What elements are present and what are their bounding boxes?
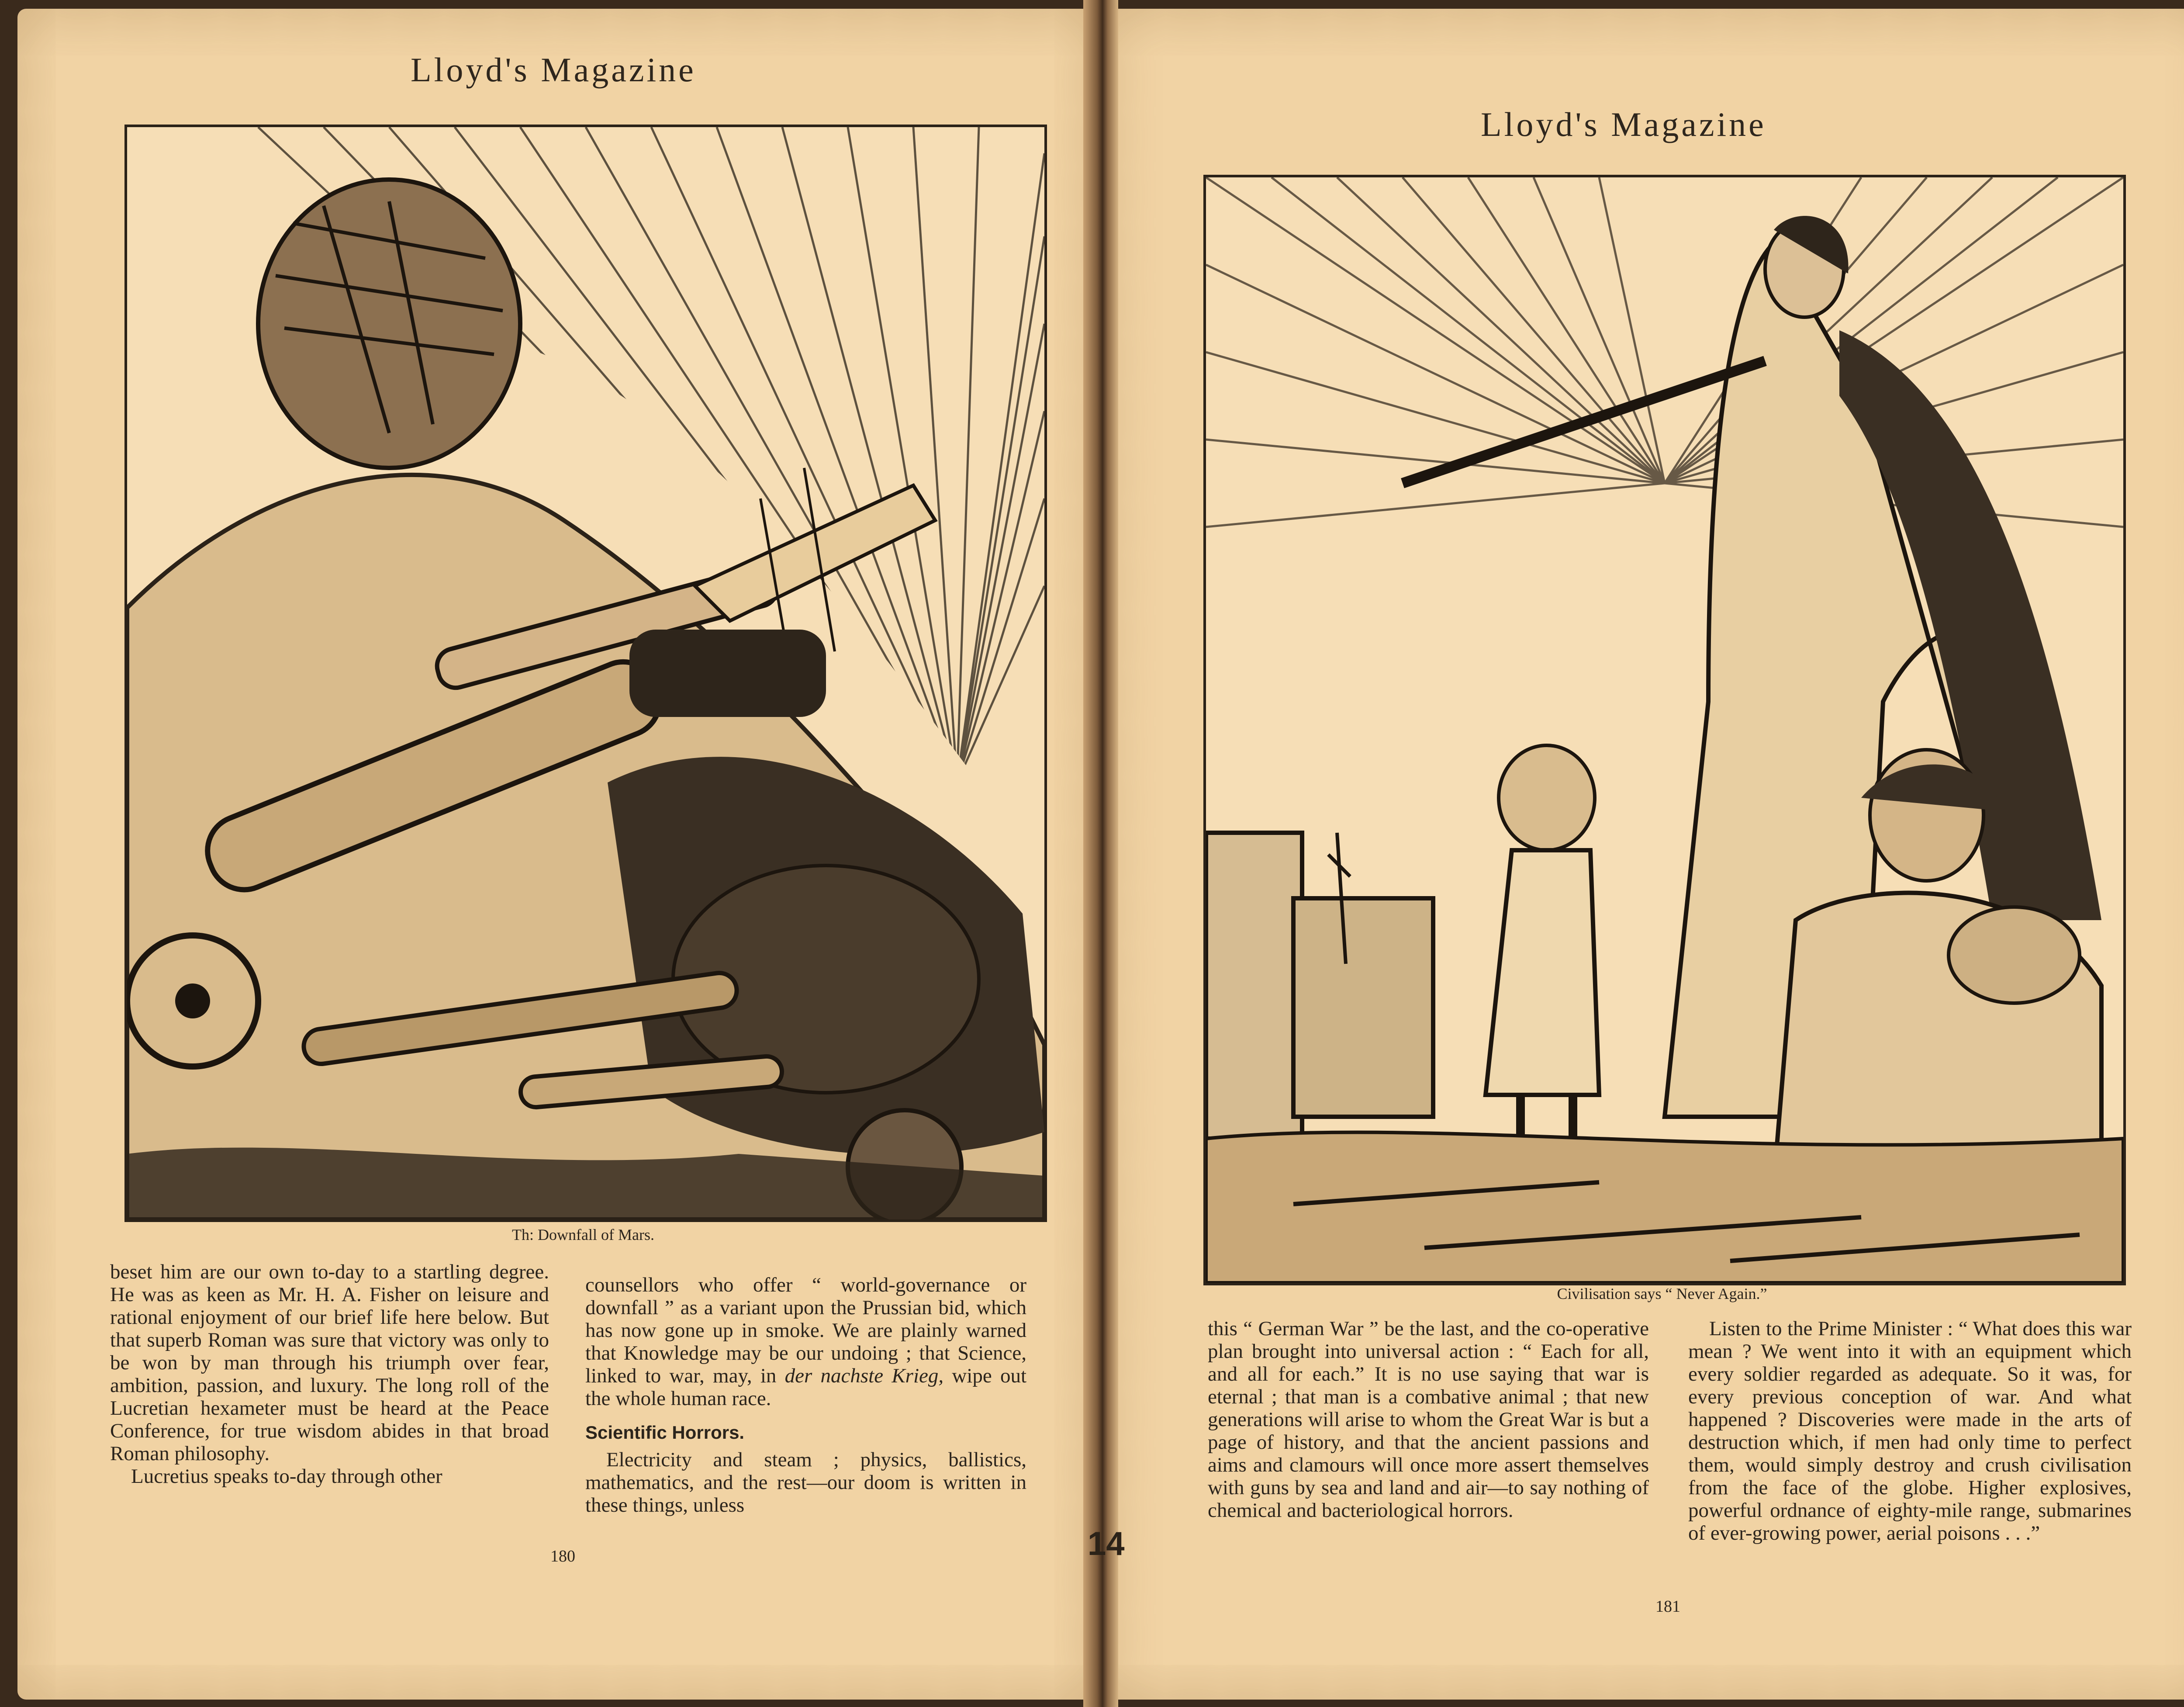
left-col2-text-a: counsellors who offer “ world-governance or downfall ” as a variant upon the Prussian bid, which has now gone up in smoke. We are plainly warned that Knowledge may be our undoing ; that Science, linked to war, may, in xyxy=(585,1274,1026,1387)
caption-right: Civilisation says “ Never Again.” xyxy=(1557,1285,1767,1302)
running-head-right: Lloyd's Magazine xyxy=(1481,105,1766,143)
folio-left: 180 xyxy=(550,1547,575,1565)
folio-right: 181 xyxy=(1655,1597,1680,1616)
illustration-never-again xyxy=(1203,175,2126,1285)
subhead-scientific-horrors: Scientific Horrors. xyxy=(585,1422,745,1443)
left-col2-para1 xyxy=(585,1274,1026,1410)
mars-engraving xyxy=(127,127,1044,1219)
left-col2-text-b: wipe out the whole human race. xyxy=(585,1364,1027,1410)
right-page xyxy=(1105,9,2184,1700)
right-column-2 xyxy=(1688,1317,2132,1544)
binding-gutter xyxy=(1083,0,1118,1707)
running-head-left: Lloyd's Magazine xyxy=(411,51,696,89)
left-col2-italic: der nachste Krieg, xyxy=(784,1364,944,1387)
caption-left: Th: Downfall of Mars. xyxy=(512,1226,654,1243)
civilisation-engraving xyxy=(1206,177,2123,1283)
left-column-1 xyxy=(110,1260,549,1488)
gutter-mark: 14 xyxy=(1088,1525,1125,1562)
left-col1-para2: Lucretius speaks to-day through other xyxy=(131,1465,442,1488)
right-col1-para: this “ German War ” be the last, and the co-operative plan brought into universal action : “ Each for all, and all for each.” It is no use saying that war is eternal ; that man is a combative animal ; that new generations will arise to whom the Great War is but a page of history, and that the ancient passions and aims and clamours will once more assert themselves with guns by sea and land and air—to say nothing of chemical and bacteriological horrors. xyxy=(1208,1317,1649,1522)
left-col1-para1: beset him are our own to-day to a startling degree. He was as keen as Mr. H. A. Fisher on leisure and rational enjoyment of our brief life here below. But that superb Roman was sure that victory was only to be won by man through his triumph over fear, ambition, passion, and luxury. The long roll of the Lucretian hexameter must be heard at the Peace Conference, for true wisdom abides in that broad Roman philosophy. xyxy=(110,1260,549,1465)
illustration-downfall-of-mars xyxy=(124,125,1047,1222)
left-page xyxy=(17,9,1096,1700)
left-column-2 xyxy=(585,1274,1026,1517)
right-col2-para: Listen to the Prime Minister : “ What does this war mean ? We went into it with an equipment which every soldier regarded as adequate. So it was, for every previous conception of war. And what happened ? Discoveries were made in the arts of destruction which, if men had only time to perfect them, would simply destroy and crush civilisation from the face of the globe. Higher explosives, powerful ordnance of eighty-mile range, submarines of ever-growing power, aerial poisons . . .” xyxy=(1688,1317,2132,1544)
left-col2-para2: Electricity and steam ; physics, ballistics, mathematics, and the rest—our doom is written in these things, unless xyxy=(585,1448,1026,1517)
right-column-1 xyxy=(1208,1317,1649,1522)
